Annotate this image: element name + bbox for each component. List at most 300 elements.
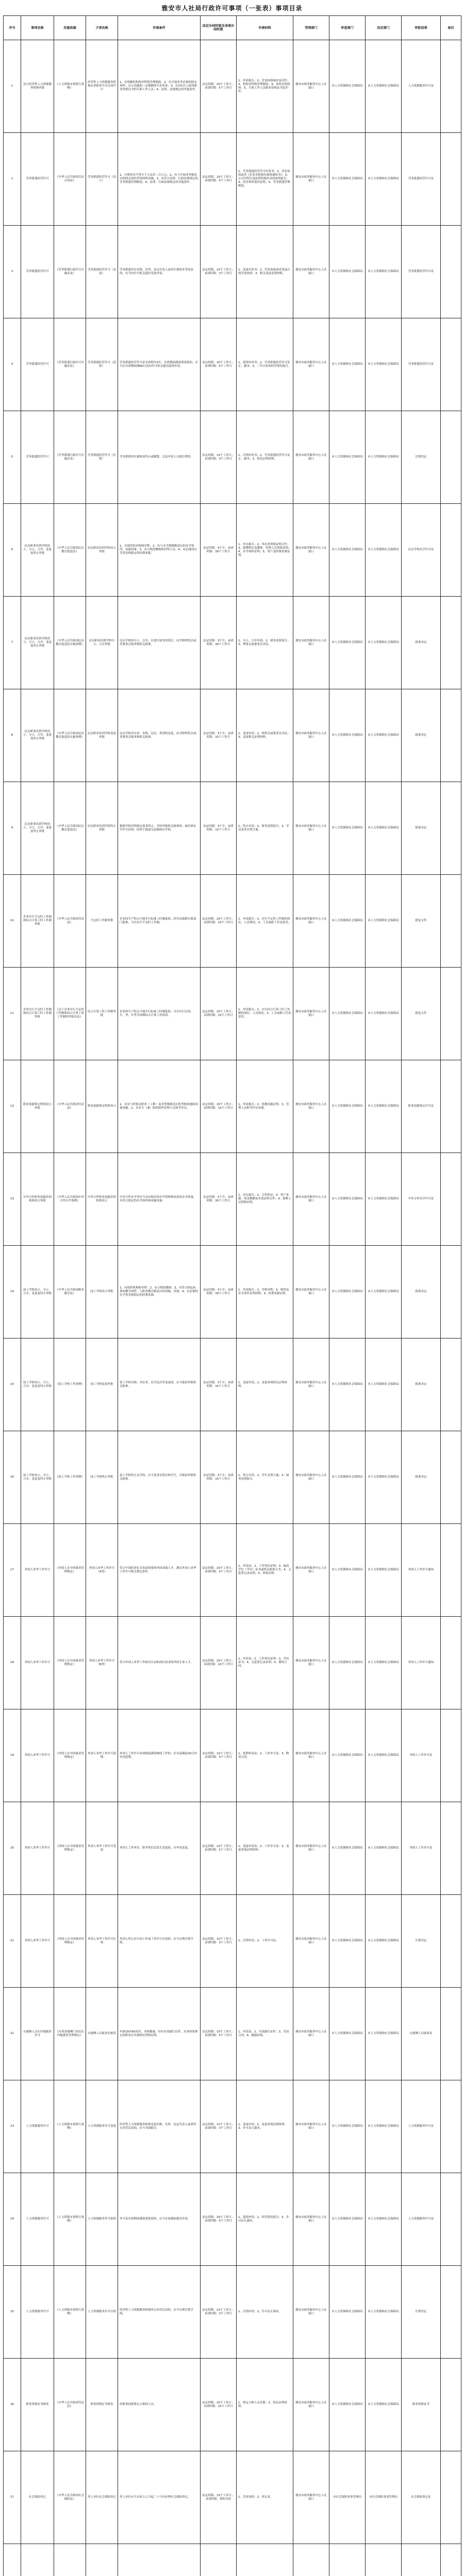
note-cell [441, 1431, 461, 1524]
time-limit-cell [201, 2544, 237, 2576]
approval-result-cell: 注销决定 [402, 1895, 441, 1988]
approval-result-cell: 批准决定 [402, 597, 441, 689]
row-number-cell: 15 [4, 1338, 21, 1431]
item-name-cell: 民办职业培训学校设立、分立、合并、变更及终止审批 [21, 689, 54, 782]
row-number-cell: 27 [4, 2451, 21, 2544]
approval-result-cell: 中外合作办学许可证 [402, 1153, 441, 1246]
application-materials-cell: 1、申请报告；2、实行综合计算工时工作制的岗位、人员情况；3、工会或职工代表意见。 [237, 968, 293, 1060]
deciding-department-cell: 市人力资源和社会保障局 [366, 782, 402, 875]
time-limit-cell: 法定时限：10个工作日；承诺时限：5个工作日 [201, 1802, 237, 1895]
approval-result-cell: 批准决定 [402, 1246, 441, 1338]
header-review-dept: 审查部门 [329, 16, 366, 40]
sub-item-name-cell: 民办职业培训学校分立、合并审批 [86, 597, 118, 689]
time-limit-cell: 法定时限：3个月；承诺时限：15个工作日 [201, 689, 237, 782]
application-conditions-cell: 外国人工作单位、职务等信息发生变更的，应申请变更。 [118, 1802, 201, 1895]
row-number-cell: 17 [4, 1524, 21, 1617]
sub-item-name-cell: 用人单位社会保险登记 [86, 2451, 118, 2544]
sub-item-name-cell: 不定时工作制审批 [86, 875, 118, 968]
sub-item-name-cell: 劳务派遣经营许可（注销） [86, 411, 118, 504]
legal-basis-cell: 《人力资源市场暂行条例》 [54, 40, 86, 133]
legal-basis-cell: 《外国人在中国就业管理规定》 [54, 1895, 86, 1988]
legal-basis-cell: 《中华人民共和国劳动法》 [54, 2359, 86, 2451]
reviewing-department-cell: 市人力资源和社会保障局 [329, 1060, 366, 1153]
header-conditions: 申请条件 [118, 16, 201, 40]
table-row [4, 1524, 461, 1617]
note-cell [441, 1060, 461, 1153]
approval-result-cell: 批准决定 [402, 782, 441, 875]
application-materials-cell: 1、申请报告；2、营业执照副本复印件；3、机构章程和管理制度；4、场所证明材料；5、专职工作人员职业资格证书复印件。 [237, 40, 293, 133]
note-cell [441, 1338, 461, 1431]
sub-item-name-cell: 技工学校变更审批 [86, 1338, 118, 1431]
deciding-department-cell: 市人力资源和社会保障局 [366, 1524, 402, 1617]
sub-item-name-cell: 人力资源服务许可变更 [86, 2080, 118, 2173]
accepting-department-cell: 雅安市政务服务中心人社窗口 [293, 1802, 329, 1895]
application-materials-cell: 1、注销申请书；2、劳务派遣经营许可证正、副本；3、相关证明材料。 [237, 411, 293, 504]
approval-result-cell: 外国人工作许可通知 [402, 1617, 441, 1709]
table-row [4, 2173, 461, 2266]
approval-result-cell [402, 2544, 441, 2576]
accepting-department-cell: 雅安市政务服务中心人社窗口 [293, 411, 329, 504]
accepting-department-cell: 雅安市政务服务中心人社窗口 [293, 782, 329, 875]
row-number-cell: 23 [4, 2080, 21, 2173]
reviewing-department-cell: 市人力资源和社会保障局 [329, 318, 366, 411]
item-name-cell: 中外合作职业技能培训机构设立审批 [21, 1153, 54, 1246]
item-name-cell: 民办职业培训学校设立、分立、合并、变更及终止审批 [21, 504, 54, 597]
application-conditions-cell: 1、有规范的名称和章程；2、有与办学规模相适应的办学场所、设施设备；3、有合格的教师和管理人员；4、有必备的办学资金和稳定的经费来源。 [118, 504, 201, 597]
table-row [4, 689, 461, 782]
application-materials-cell: 1、变更申请；2、变更事项相关证明材料。 [237, 1338, 293, 1431]
time-limit-cell: 法定时限：20个工作日；承诺时限：10个工作日 [201, 2359, 237, 2451]
deciding-department-cell: 市人力资源和社会保障局 [366, 597, 402, 689]
application-materials-cell: 1、注销申请；2、工作许可证。 [237, 1895, 293, 1988]
legal-basis-cell: 《人力资源市场暂行条例》 [54, 2173, 86, 2266]
time-limit-cell: 法定时限：20个工作日；承诺时限：5个工作日 [201, 40, 237, 133]
table-row [4, 1709, 461, 1802]
legal-basis-cell: 《中华人民共和国民办教育促进法》 [54, 782, 86, 875]
time-limit-cell: 法定时限：20个工作日；承诺时限：5个工作日 [201, 2173, 237, 2266]
row-number-cell: 18 [4, 1617, 21, 1709]
reviewing-department-cell: 市人力资源和社会保障局 [329, 411, 366, 504]
application-materials-cell: 1、变更申请；2、变更事项证明材料；3、许可证正副本。 [237, 2080, 293, 2173]
header-sub: 子项名称 [86, 16, 118, 40]
table-row [4, 226, 461, 318]
accepting-department-cell: 雅安市政务服务中心人社窗口 [293, 2266, 329, 2359]
row-number-cell: 21 [4, 1895, 21, 1988]
note-cell [441, 1895, 461, 1988]
accepting-department-cell: 雅安市政务服务中心人社窗口 [293, 1246, 329, 1338]
reviewing-department-cell: 市人力资源和社会保障局 [329, 1431, 366, 1524]
approval-result-cell: 批复文件 [402, 875, 441, 968]
item-name-cell: 台港澳人员在内地就业许可 [21, 1988, 54, 2080]
time-limit-cell: 法定时限：3个月；承诺时限：15个工作日 [201, 1338, 237, 1431]
accepting-department-cell: 雅安市政务服务中心人社窗口 [293, 1338, 329, 1431]
deciding-department-cell: 市人力资源和社会保障局 [366, 2359, 402, 2451]
application-conditions-cell: 1、有明确的机构章程和管理制度；2、有开展业务必备的固定场所、办公设施和一定数额的开办资金；3、有3名以上取得职业资格证书的专职工作人员；4、法律、法规规定的其他条件。 [118, 40, 201, 133]
time-limit-cell: 法定时限：20个工作日；承诺时限：5个工作日 [201, 133, 237, 226]
sub-item-name-cell: 人力资源服务许可注销 [86, 2266, 118, 2359]
reviewing-department-cell: 市人力资源和社会保障局 [329, 2266, 366, 2359]
deciding-department-cell: 市人力资源和社会保障局 [366, 1338, 402, 1431]
application-materials-cell: 1、鉴定合格人员名册；2、相关证明材料。 [237, 2359, 293, 2451]
legal-basis-cell: 《劳务派遣行政许可实施办法》 [54, 411, 86, 504]
time-limit-cell: 法定时限：3个月；承诺时限：30个工作日 [201, 1246, 237, 1338]
application-conditions-cell: 技工学校终止办学的，应当妥善安置在校学生，并报原审批机关批准。 [118, 1431, 201, 1524]
application-conditions-cell: 1、注册资本不得少于人民币二百万元；2、有与开展业务相适应的固定的经营场所和设施；3、有符合法律、行政法规规定的劳务派遣管理制度；4、法律、行政法规规定的其他条件。 [118, 133, 201, 226]
application-conditions-cell: 年龄18至60周岁，身体健康，持有有效旅行证件，从事国家规定的职业应具备相应资格证明。 [118, 1988, 201, 2080]
item-name-cell: 劳务派遣经营许可 [21, 318, 54, 411]
deciding-department-cell: 市人力资源和社会保障局 [366, 875, 402, 968]
table-row [4, 2080, 461, 2173]
legal-basis-cell: 《人力资源市场暂行条例》 [54, 2266, 86, 2359]
sub-item-name-cell: 职业资格证书核发 [86, 2359, 118, 2451]
note-cell [441, 1988, 461, 2080]
legal-basis-cell: 《外国人在中国就业管理规定》 [54, 1524, 86, 1617]
time-limit-cell: 法定时限：20个工作日；承诺时限：5个工作日 [201, 1524, 237, 1617]
row-number-cell: 22 [4, 1988, 21, 2080]
accepting-department-cell: 雅安市政务服务中心人社窗口 [293, 1617, 329, 1709]
time-limit-cell: 法定时限：20个工作日；承诺时限：5个工作日 [201, 318, 237, 411]
accepting-department-cell: 雅安市政务服务中心人社窗口 [293, 2080, 329, 2173]
deciding-department-cell: 市人力资源和社会保障局 [366, 226, 402, 318]
accepting-department-cell: 雅安市政务服务中心人社窗口 [293, 875, 329, 968]
note-cell [441, 2544, 461, 2576]
application-conditions-cell: 许可证有效期届满需要延续的，应当在届满前提出申请。 [118, 2173, 201, 2266]
legal-basis-cell: 《中华人民共和国职业教育法》 [54, 1246, 86, 1338]
header-note: 备注 [441, 16, 461, 40]
deciding-department-cell: 市人力资源和社会保障局 [366, 1431, 402, 1524]
note-cell [441, 968, 461, 1060]
table-row [4, 1802, 461, 1895]
table-row [4, 133, 461, 226]
table-row [4, 411, 461, 504]
note-cell [441, 1524, 461, 1617]
legal-basis-cell: 《中华人民共和国民办教育促进法》 [54, 504, 86, 597]
sub-item-name-cell: 中外合作职业技能培训机构设立 [86, 1153, 118, 1246]
application-conditions-cell: 根据学校章程规定要求终止，并经审批机关批准的；被吊销办学许可证的；因资不抵债无法继续办学的。 [118, 782, 201, 875]
application-materials-cell: 1、终止申请；2、财务清算报告；3、学员妥善安置方案。 [237, 782, 293, 875]
application-materials-cell: 1、营业执照；2、登记表。 [237, 2451, 293, 2544]
accepting-department-cell: 雅安市政务服务中心人社窗口 [293, 2451, 329, 2544]
row-number-cell: 3 [4, 226, 21, 318]
time-limit-cell: 法定时限：10个工作日；承诺时限：5个工作日 [201, 1988, 237, 2080]
sub-item-name-cell: 外国人来华工作许可变更 [86, 1802, 118, 1895]
item-name-cell: 设立经营性人力资源服务机构审批 [21, 40, 54, 133]
row-number-cell: 9 [4, 782, 21, 875]
document-title: 雅安市人社局行政许可事项（一张表）事项目录 [161, 5, 303, 12]
time-limit-cell: 法定时限：10个工作日；承诺时限：5个工作日 [201, 1709, 237, 1802]
reviewing-department-cell: 市人力资源和社会保障局 [329, 689, 366, 782]
note-cell [441, 411, 461, 504]
reviewing-department-cell: 市人力资源和社会保障局 [329, 1802, 366, 1895]
item-name-cell: 人力资源服务许可 [21, 2173, 54, 2266]
sub-item-name-cell: 技工学校终止审批 [86, 1431, 118, 1524]
sub-item-name-cell: 民办职业培训学校设立审批 [86, 504, 118, 597]
row-number-cell [4, 2544, 21, 2576]
row-number-cell: 26 [4, 2359, 21, 2451]
application-conditions-cell: 1、具有与所鉴定职业（工种）及其等级相适应的考核场地和设备设施；2、具有专（兼）职的组织管理人员和考评员。 [118, 1060, 201, 1153]
legal-basis-cell: 《技工学校工作条例》 [54, 1338, 86, 1431]
deciding-department-cell: 市人力资源和社会保障局 [366, 1246, 402, 1338]
accepting-department-cell: 雅安市政务服务中心人社窗口 [293, 689, 329, 782]
approval-result-cell: 注销决定 [402, 411, 441, 504]
item-name-cell: 外国人来华工作许可 [21, 1709, 54, 1802]
table-body [4, 40, 461, 2576]
row-number-cell: 24 [4, 2173, 21, 2266]
deciding-department-cell: 市人力资源和社会保障局 [366, 968, 402, 1060]
accepting-department-cell: 雅安市政务服务中心人社窗口 [293, 2359, 329, 2451]
deciding-department-cell: 市人力资源和社会保障局 [366, 40, 402, 133]
sub-item-name-cell: 劳务派遣经营许可（延续） [86, 318, 118, 411]
reviewing-department-cell: 市人力资源和社会保障局 [329, 504, 366, 597]
reviewing-department-cell: 市人力资源和社会保障局 [329, 782, 366, 875]
item-name-cell: 职业资格证书核发 [21, 2359, 54, 2451]
header-accept-dept: 受理部门 [293, 16, 329, 40]
legal-basis-cell: 《中华人民共和国劳动法》 [54, 875, 86, 968]
row-number-cell: 25 [4, 2266, 21, 2359]
application-materials-cell: 1、申请表；2、工作资历证明；3、学历证书；4、无犯罪记录证明；5、聘用合同。 [237, 1617, 293, 1709]
sub-item-name-cell: 职业技能鉴定机构设立 [86, 1060, 118, 1153]
approval-result-cell: 职业技能鉴定许可证 [402, 1060, 441, 1153]
accepting-department-cell: 雅安市政务服务中心人社窗口 [293, 2173, 329, 2266]
accepting-department-cell: 雅安市政务服务中心人社窗口 [293, 1524, 329, 1617]
header-time-limit: 法定办结时限及承诺办结时限 [201, 16, 237, 40]
row-number-cell: 5 [4, 411, 21, 504]
approval-result-cell: 人力资源服务许可证 [402, 2173, 441, 2266]
reviewing-department-cell: 市人力资源和社会保障局 [329, 1153, 366, 1246]
deciding-department-cell: 市人力资源和社会保障局 [366, 1153, 402, 1246]
table-row [4, 2359, 461, 2451]
note-cell [441, 504, 461, 597]
approval-result-cell: 外国人工作许可证 [402, 1709, 441, 1802]
application-conditions-cell: 1、有组织机构和章程；2、有合格的教师；3、有符合规定标准的教学场所、与职业教育相适应的设施、设备；4、有必备的办学资金和稳定的经费来源。 [118, 1246, 201, 1338]
note-cell [441, 133, 461, 226]
item-name-cell: 劳务派遣经营许可 [21, 133, 54, 226]
table-row [4, 1617, 461, 1709]
note-cell [441, 1709, 461, 1802]
application-materials-cell: 1、申请报告；2、场地设施证明；3、管理人员和考评员名册。 [237, 1060, 293, 1153]
accepting-department-cell: 雅安市政务服务中心人社窗口 [293, 40, 329, 133]
accepting-department-cell [293, 2544, 329, 2576]
item-name-cell: 外国人来华工作许可 [21, 1802, 54, 1895]
application-materials-cell: 1、注销申请；2、许可证正副本。 [237, 2266, 293, 2359]
note-cell [441, 1802, 461, 1895]
accepting-department-cell: 雅安市政务服务中心人社窗口 [293, 1060, 329, 1153]
approval-result-cell: 社会保险登记证 [402, 2451, 441, 2544]
table-row [4, 597, 461, 689]
time-limit-cell: 法定时限：3个月；承诺时限：15个工作日 [201, 1431, 237, 1524]
accepting-department-cell: 雅安市政务服务中心人社窗口 [293, 226, 329, 318]
deciding-department-cell: 市人力资源和社会保障局 [366, 1709, 402, 1802]
sub-item-name-cell: 综合计算工时工作制审批 [86, 968, 118, 1060]
time-limit-cell: 法定时限：15个工作日；承诺时限：即时办结 [201, 2451, 237, 2544]
table-row [4, 782, 461, 875]
sub-item-name-cell: 台港澳人员就业证核发 [86, 1988, 118, 2080]
deciding-department-cell: 市人力资源和社会保障局 [366, 318, 402, 411]
row-number-cell: 4 [4, 318, 21, 411]
time-limit-cell: 法定时限：20个工作日；承诺时限：10个工作日 [201, 1060, 237, 1153]
approval-result-cell: 批准决定 [402, 1431, 441, 1524]
table-row [4, 1431, 461, 1524]
legal-basis-cell: 《外国人在中国就业管理规定》 [54, 1617, 86, 1709]
application-conditions-cell: 劳务派遣经营许可证有效期为3年，有效期届满需要延续的，应当在有效期届满60日前向许可机关提出延续申请。 [118, 318, 201, 411]
time-limit-cell: 法定时限：10个工作日；承诺时限：3个工作日 [201, 2266, 237, 2359]
accepting-department-cell: 雅安市政务服务中心人社窗口 [293, 504, 329, 597]
legal-basis-cell: 《中华人民共和国社会保险法》 [54, 2451, 86, 2544]
note-cell [441, 2359, 461, 2451]
approval-result-cell: 职业资格证书 [402, 2359, 441, 2451]
table-row [4, 2451, 461, 2544]
reviewing-department-cell: 市人力资源和社会保障局 [329, 1895, 366, 1988]
legal-basis-cell: 《劳务派遣行政许可实施办法》 [54, 318, 86, 411]
table-row [4, 875, 461, 968]
application-conditions-cell: 技工学校名称、举办者、办学层次等变更的，应当报原审批机关批准。 [118, 1338, 201, 1431]
application-conditions-cell: 劳务派遣单位被依法终止或解散，以及申请人自愿注销的。 [118, 411, 201, 504]
note-cell [441, 2080, 461, 2173]
table-row [4, 318, 461, 411]
deciding-department-cell: 市人力资源和社会保障局 [366, 1060, 402, 1153]
deciding-department-cell: 市人力资源和社会保障局 [366, 1895, 402, 1988]
sub-item-name-cell: 外国人来华工作许可注销 [86, 1895, 118, 1988]
header-basis: 实施依据 [54, 16, 86, 40]
item-name-cell: 劳务派遣经营许可 [21, 411, 54, 504]
accepting-department-cell: 雅安市政务服务中心人社窗口 [293, 1431, 329, 1524]
item-name-cell: 外国人来华工作许可 [21, 1524, 54, 1617]
table-row [4, 1153, 461, 1246]
header-materials: 申请材料 [237, 16, 293, 40]
row-number-cell: 19 [4, 1709, 21, 1802]
approval-result-cell: 台港澳人员就业证 [402, 1988, 441, 2080]
time-limit-cell: 法定时限：20个工作日；承诺时限：10个工作日 [201, 968, 237, 1060]
reviewing-department-cell: 市人力资源和社会保障局 [329, 1524, 366, 1617]
time-limit-cell: 法定时限：3个月；承诺时限：30个工作日 [201, 504, 237, 597]
table-row [4, 40, 461, 133]
deciding-department-cell: 市人力资源和社会保障局 [366, 2173, 402, 2266]
table-header-row [4, 16, 461, 40]
row-number-cell: 11 [4, 968, 21, 1060]
reviewing-department-cell [329, 2544, 366, 2576]
application-materials-cell: 1、变更申请；2、理事会或董事会决议；3、变更相关证明材料。 [237, 689, 293, 782]
note-cell [441, 689, 461, 782]
sub-item-name-cell: 民办职业培训学校变更审批 [86, 689, 118, 782]
note-cell [441, 318, 461, 411]
approval-result-cell: 劳务派遣经营许可证 [402, 226, 441, 318]
accepting-department-cell: 雅安市政务服务中心人社窗口 [293, 1895, 329, 1988]
note-cell [441, 1153, 461, 1246]
approval-result-cell: 劳务派遣经营许可证 [402, 133, 441, 226]
reviewing-department-cell: 市人力资源和社会保障局 [329, 968, 366, 1060]
deciding-department-cell: 市人力资源和社会保障局 [366, 504, 402, 597]
time-limit-cell: 法定时限：3个月；承诺时限：30个工作日 [201, 597, 237, 689]
reviewing-department-cell: 市人力资源和社会保障局 [329, 1988, 366, 2080]
note-cell [441, 782, 461, 875]
application-conditions-cell [118, 2544, 201, 2576]
reviewing-department-cell: 市人力资源和社会保障局 [329, 1338, 366, 1431]
application-conditions-cell: 经营性人力资源服务机构终止经营活动的，应当办理注销手续。 [118, 2266, 201, 2359]
note-cell [441, 2451, 461, 2544]
legal-basis-cell: 《外国人在中国就业管理规定》 [54, 1709, 86, 1802]
legal-basis-cell: 《劳务派遣行政许可实施办法》 [54, 226, 86, 318]
application-materials-cell: 1、申请报告；2、学校章程；3、师资及办学条件证明材料；4、经费来源证明。 [237, 1246, 293, 1338]
application-materials-cell: 1、劳务派遣经营许可申请书；2、营业执照或者《企业名称预先核准通知书》；3、公司章程以及验资机构出具的验资报告；4、经营场所使用证明；5、劳务派遣管理制度。 [237, 133, 293, 226]
note-cell [441, 1246, 461, 1338]
item-name-cell: 技工学校设立、分立、合并、变更及终止审批 [21, 1431, 54, 1524]
table-row [4, 1246, 461, 1338]
row-number-cell: 1 [4, 40, 21, 133]
approval-result-cell: 批准决定 [402, 1338, 441, 1431]
item-name-cell: 民办职业培训学校设立、分立、合并、变更及终止审批 [21, 782, 54, 875]
legal-basis-cell: 《外国人在中国就业管理规定》 [54, 1802, 86, 1895]
application-materials-cell: 1、延续申请；2、经营情况报告；3、许可证正副本。 [237, 2173, 293, 2266]
time-limit-cell: 法定时限：10个工作日；承诺时限：3个工作日 [201, 1895, 237, 1988]
row-number-cell: 20 [4, 1802, 21, 1895]
accepting-department-cell: 雅安市政务服务中心人社窗口 [293, 968, 329, 1060]
item-name-cell: 企业实行不定时工作制和综合计算工时工作制审批 [21, 968, 54, 1060]
sub-item-name-cell: 人力资源服务许可延续 [86, 2173, 118, 2266]
application-conditions-cell: 民办学校举办者、名称、层次、类别的变更，由学校理事会或者董事会报审批机关批准。 [118, 689, 201, 782]
row-number-cell: 10 [4, 875, 21, 968]
row-number-cell: 14 [4, 1246, 21, 1338]
application-conditions-cell: 用人单位应当自成立之日起三十日内办理社会保险登记。 [118, 2451, 201, 2544]
deciding-department-cell: 市社会保险事业管理局 [366, 2451, 402, 2544]
application-materials-cell: 1、申办报告；2、合作协议；3、资产来源、资金数额及有效证明文件；4、拟聘人员资格证明。 [237, 1153, 293, 1246]
reviewing-department-cell: 市人力资源和社会保障局 [329, 133, 366, 226]
reviewing-department-cell: 市人力资源和社会保障局 [329, 2080, 366, 2173]
sub-item-name-cell: 外国人来华工作许可延期 [86, 1709, 118, 1802]
table-row [4, 968, 461, 1060]
reviewing-department-cell: 市人力资源和社会保障局 [329, 226, 366, 318]
application-materials-cell: 1、申请报告；2、实行不定时工作制的岗位、人员情况；3、工会或职工代表意见。 [237, 875, 293, 968]
approval-result-cell: 人力资源服务许可证 [402, 2080, 441, 2173]
table-row [4, 504, 461, 597]
legal-basis-cell: 《技工学校工作条例》 [54, 1431, 86, 1524]
sub-item-name-cell: 外国人来华工作许可（B类） [86, 1617, 118, 1709]
reviewing-department-cell: 市人力资源和社会保障局 [329, 1709, 366, 1802]
accepting-department-cell: 雅安市政务服务中心人社窗口 [293, 1153, 329, 1246]
application-conditions-cell: 中外合作办学者应当具有相应的办学资格和较高的办学质量，有符合规定的办学场所和设施设备。 [118, 1153, 201, 1246]
row-number-cell: 2 [4, 133, 21, 226]
application-conditions-cell: 企业因生产特点不能实行标准工时制度的，可以实行以周、月、季、年等为周期综合计算工作时间。 [118, 968, 201, 1060]
note-cell [441, 1617, 461, 1709]
application-materials-cell: 1、申请表；2、工作资历证明；3、最高学位（学历）证书或相关批准文书；4、无犯罪记录证明；5、体检证明。 [237, 1524, 293, 1617]
approval-result-cell: 注销决定 [402, 2266, 441, 2359]
application-materials-cell: 1、延期申请表；2、工作许可证；3、聘用合同。 [237, 1709, 293, 1802]
row-number-cell: 16 [4, 1431, 21, 1524]
sub-item-name-cell: 劳务派遣经营许可（变更） [86, 226, 118, 318]
reviewing-department-cell: 市人力资源和社会保障局 [329, 875, 366, 968]
item-name-cell: 人力资源服务许可 [21, 2266, 54, 2359]
application-materials-cell: 1、延续申请书；2、劳务派遣经营许可证正、副本；3、三年以来的经营情况报告。 [237, 318, 293, 411]
item-name-cell: 劳务派遣经营许可 [21, 226, 54, 318]
item-name-cell: 外国人来华工作许可 [21, 1895, 54, 1988]
note-cell [441, 226, 461, 318]
time-limit-cell: 法定时限：3个月；承诺时限：15个工作日 [201, 782, 237, 875]
sub-item-name-cell: 劳务派遣经营许可（设立） [86, 133, 118, 226]
application-materials-cell: 1、分立、合并申请；2、财务清算报告；3、理事会或董事会决议。 [237, 597, 293, 689]
item-name-cell: 外国人来华工作许可 [21, 1617, 54, 1709]
approval-result-cell: 外国人工作许可证 [402, 1802, 441, 1895]
application-conditions-cell: 符合外国人来华工作指导目录和岗位需求的外国专业人才。 [118, 1617, 201, 1709]
reviewing-department-cell: 市人力资源和社会保障局 [329, 1617, 366, 1709]
header-no: 序号 [4, 16, 21, 40]
sub-item-name-cell: 民办职业培训学校终止审批 [86, 782, 118, 875]
item-name-cell: 企业实行不定时工作制和综合计算工时工作制审批 [21, 875, 54, 968]
time-limit-cell: 法定时限：20个工作日；承诺时限：10个工作日 [201, 1617, 237, 1709]
table-row [4, 2266, 461, 2359]
approval-result-cell: 民办学校办学许可证 [402, 504, 441, 597]
application-materials-cell: 1、终止申请；2、学生安置方案；3、财务清算报告。 [237, 1431, 293, 1524]
header-result: 审批结果 [402, 16, 441, 40]
row-number-cell: 8 [4, 689, 21, 782]
